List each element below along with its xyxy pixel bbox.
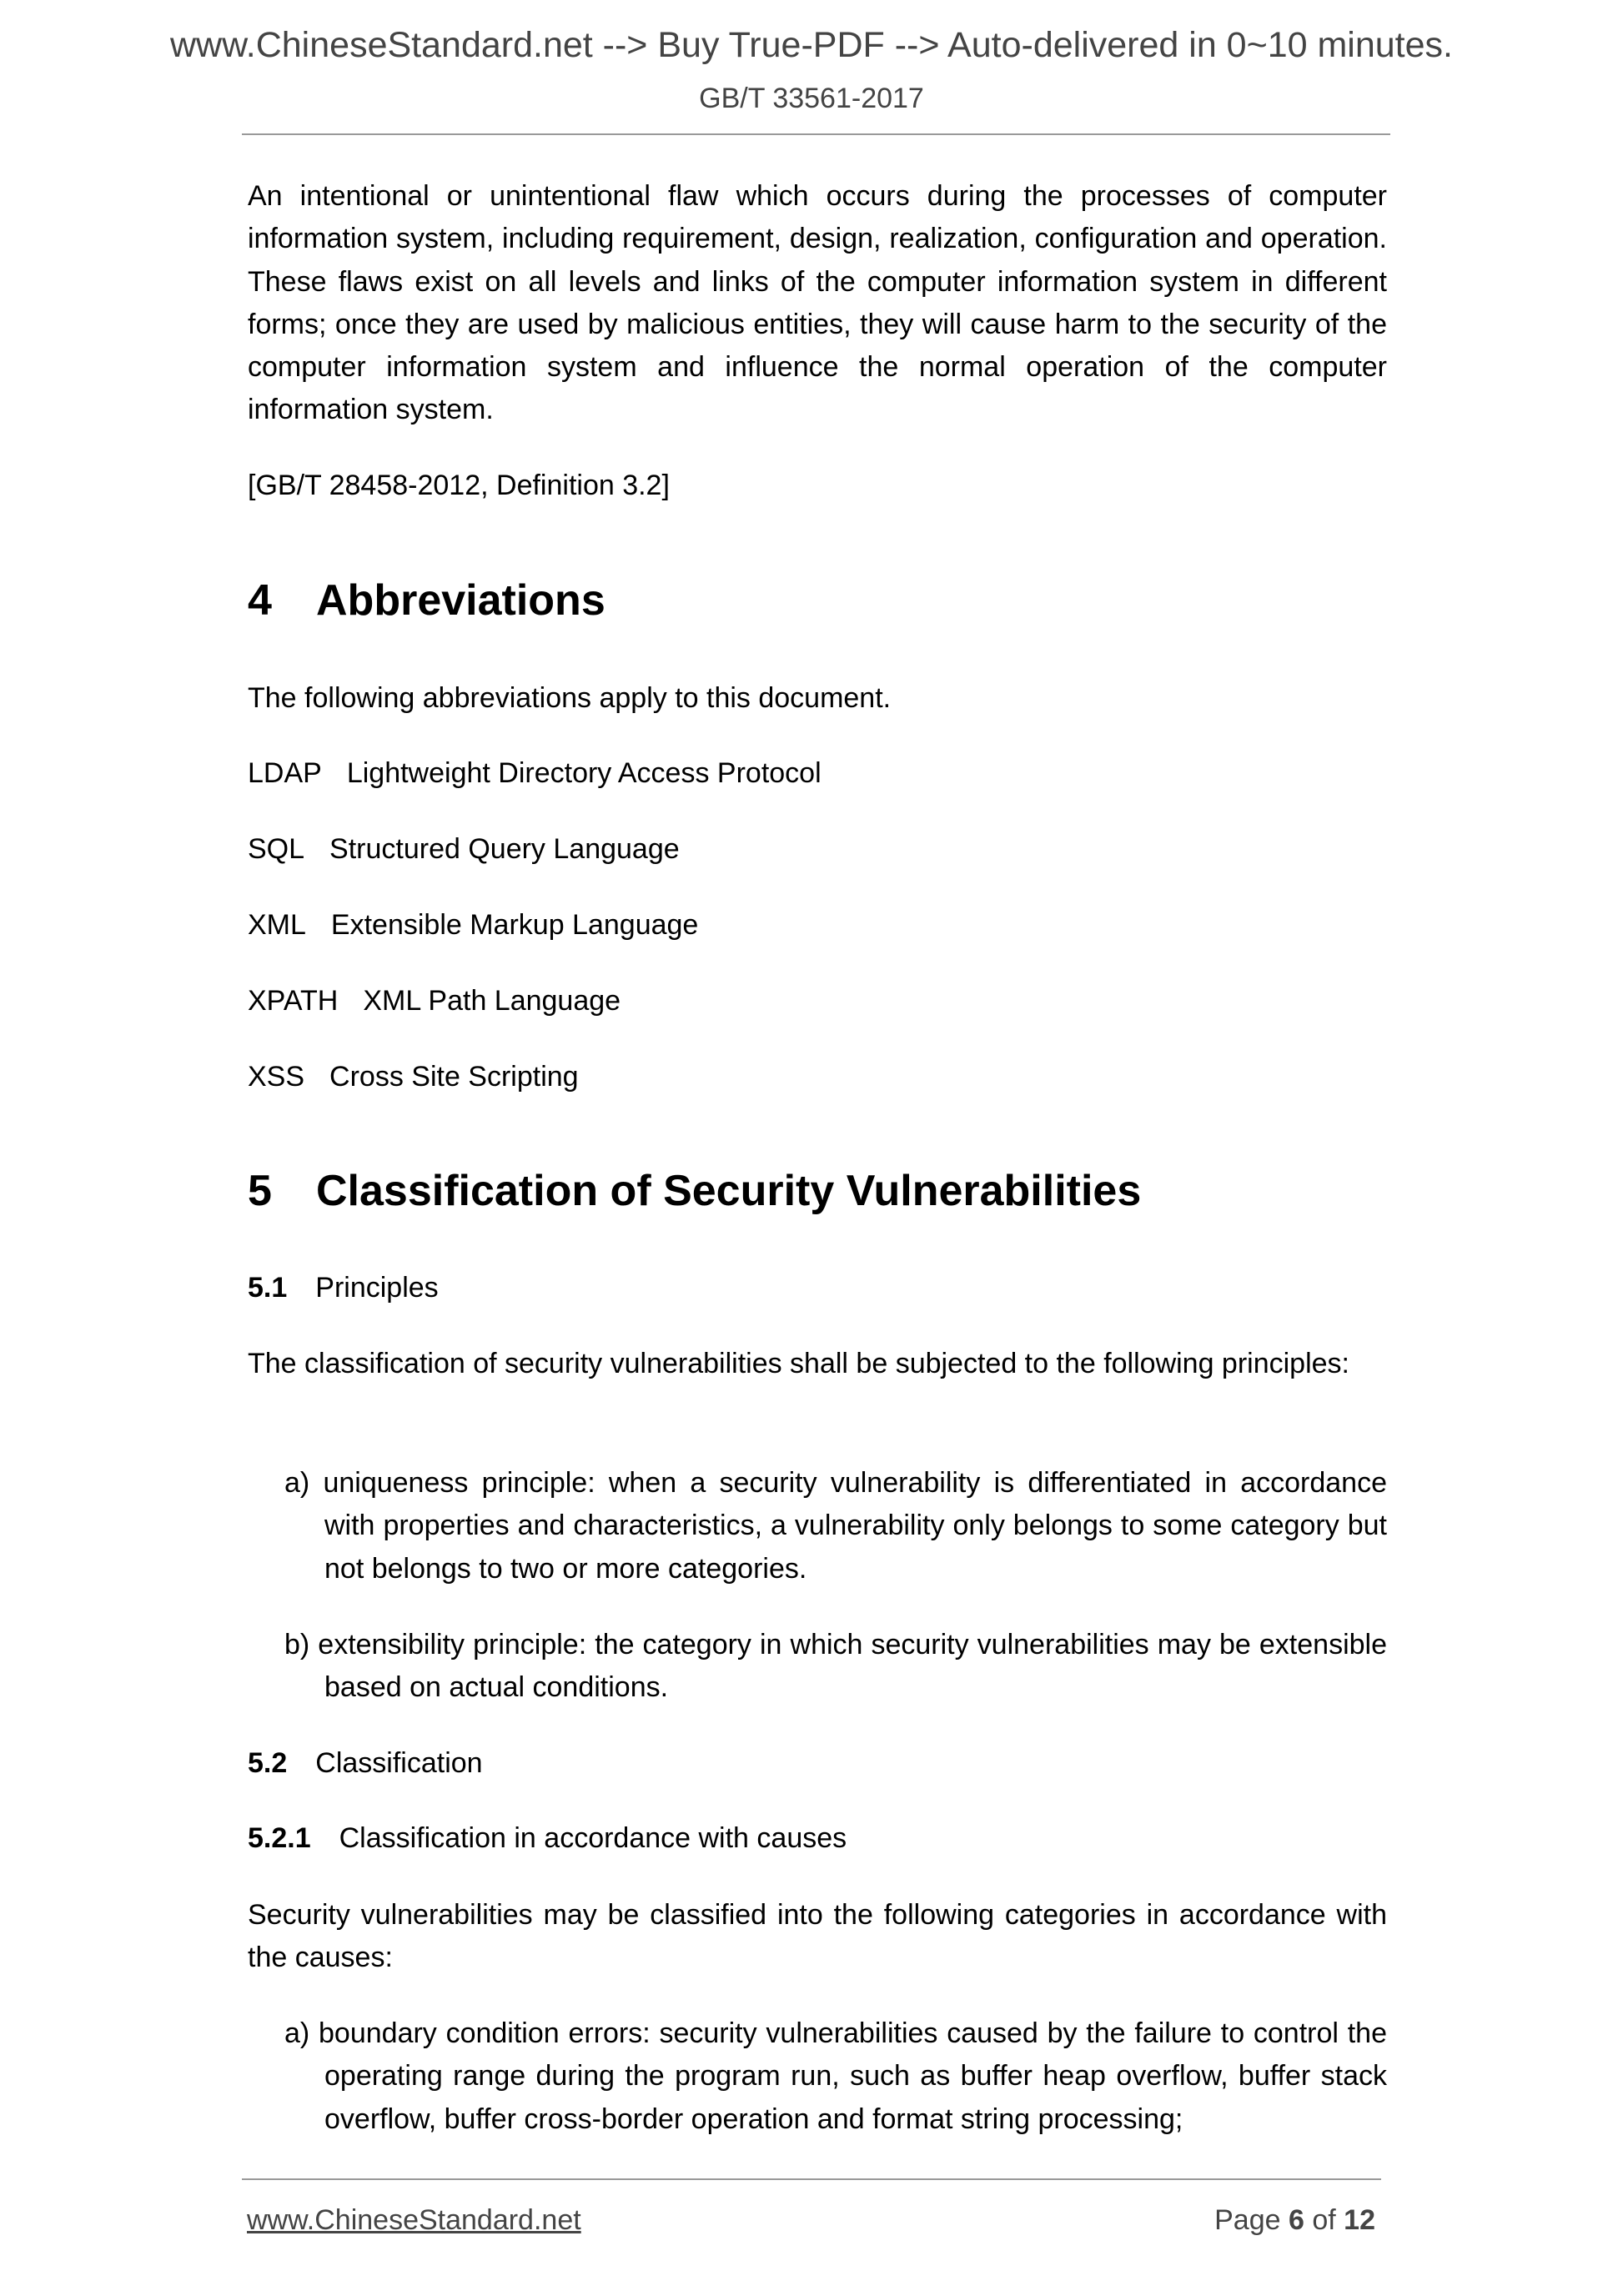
- footer-divider: [242, 2178, 1381, 2180]
- definition-source: [GB/T 28458-2012, Definition 3.2]: [248, 470, 670, 501]
- section-5-heading: 5 Classification of Security Vulnerabilities: [248, 1167, 1142, 1215]
- cause-item: a) boundary condition errors: security vulnerabilities caused by the failure to control the operating range during the program run, such as buffer heap overflow, buffer stack overflow, buffer cross-border operation and format string processing;: [284, 2017, 1387, 2135]
- principle-item: a) uniqueness principle: when a security vulnerability is differentiated in accordance with properties and characteristics, a vulnerability only belongs to some category but not belongs to two or more categories.: [284, 1467, 1387, 1585]
- section-5-2-1-lead: Security vulnerabilities may be classified into the following categories in accordance with the causes:: [248, 1899, 1387, 1974]
- header-divider: [242, 133, 1390, 135]
- page-number: Page 6 of 12: [1214, 2204, 1375, 2236]
- section-5-2-heading: 5.2 Classification: [248, 1747, 483, 1779]
- principle-item: b) extensibility principle: the category in which security vulnerabilities may be extensible based on actual conditions.: [284, 1629, 1387, 1704]
- abbreviation-item: XPATH XML Path Language: [248, 985, 621, 1017]
- standard-number: GB/T 33561-2017: [699, 83, 924, 114]
- section-5-2-1-heading: 5.2.1 Classification in accordance with causes: [248, 1822, 847, 1854]
- section-5-1-heading: 5.1 Principles: [248, 1272, 439, 1304]
- abbreviation-item: XML Extensible Markup Language: [248, 909, 699, 941]
- abbreviation-item: SQL Structured Query Language: [248, 833, 680, 865]
- header-watermark: www.ChineseStandard.net --> Buy True-PDF --> Auto-delivered in 0~10 minutes.: [169, 25, 1453, 65]
- definition-paragraph: An intentional or unintentional flaw which occurs during the processes of computer information system, including requirement, design, realization, configuration and operation. These flaws exist on all levels and links of the computer information system in different forms; once they are used by malicious entities, they will cause harm to the security of the computer information system and influence the normal operation of the computer information system.: [248, 180, 1387, 426]
- abbreviation-item: XSS Cross Site Scripting: [248, 1061, 579, 1093]
- footer-site-link[interactable]: www.ChineseStandard.net: [247, 2204, 581, 2236]
- section-5-1-lead: The classification of security vulnerabilities shall be subjected to the following principles:: [248, 1348, 1350, 1379]
- section-4-heading: 4 Abbreviations: [248, 576, 605, 625]
- section-4-lead: The following abbreviations apply to this document.: [248, 682, 892, 714]
- abbreviation-item: LDAP Lightweight Directory Access Protocol: [248, 757, 822, 789]
